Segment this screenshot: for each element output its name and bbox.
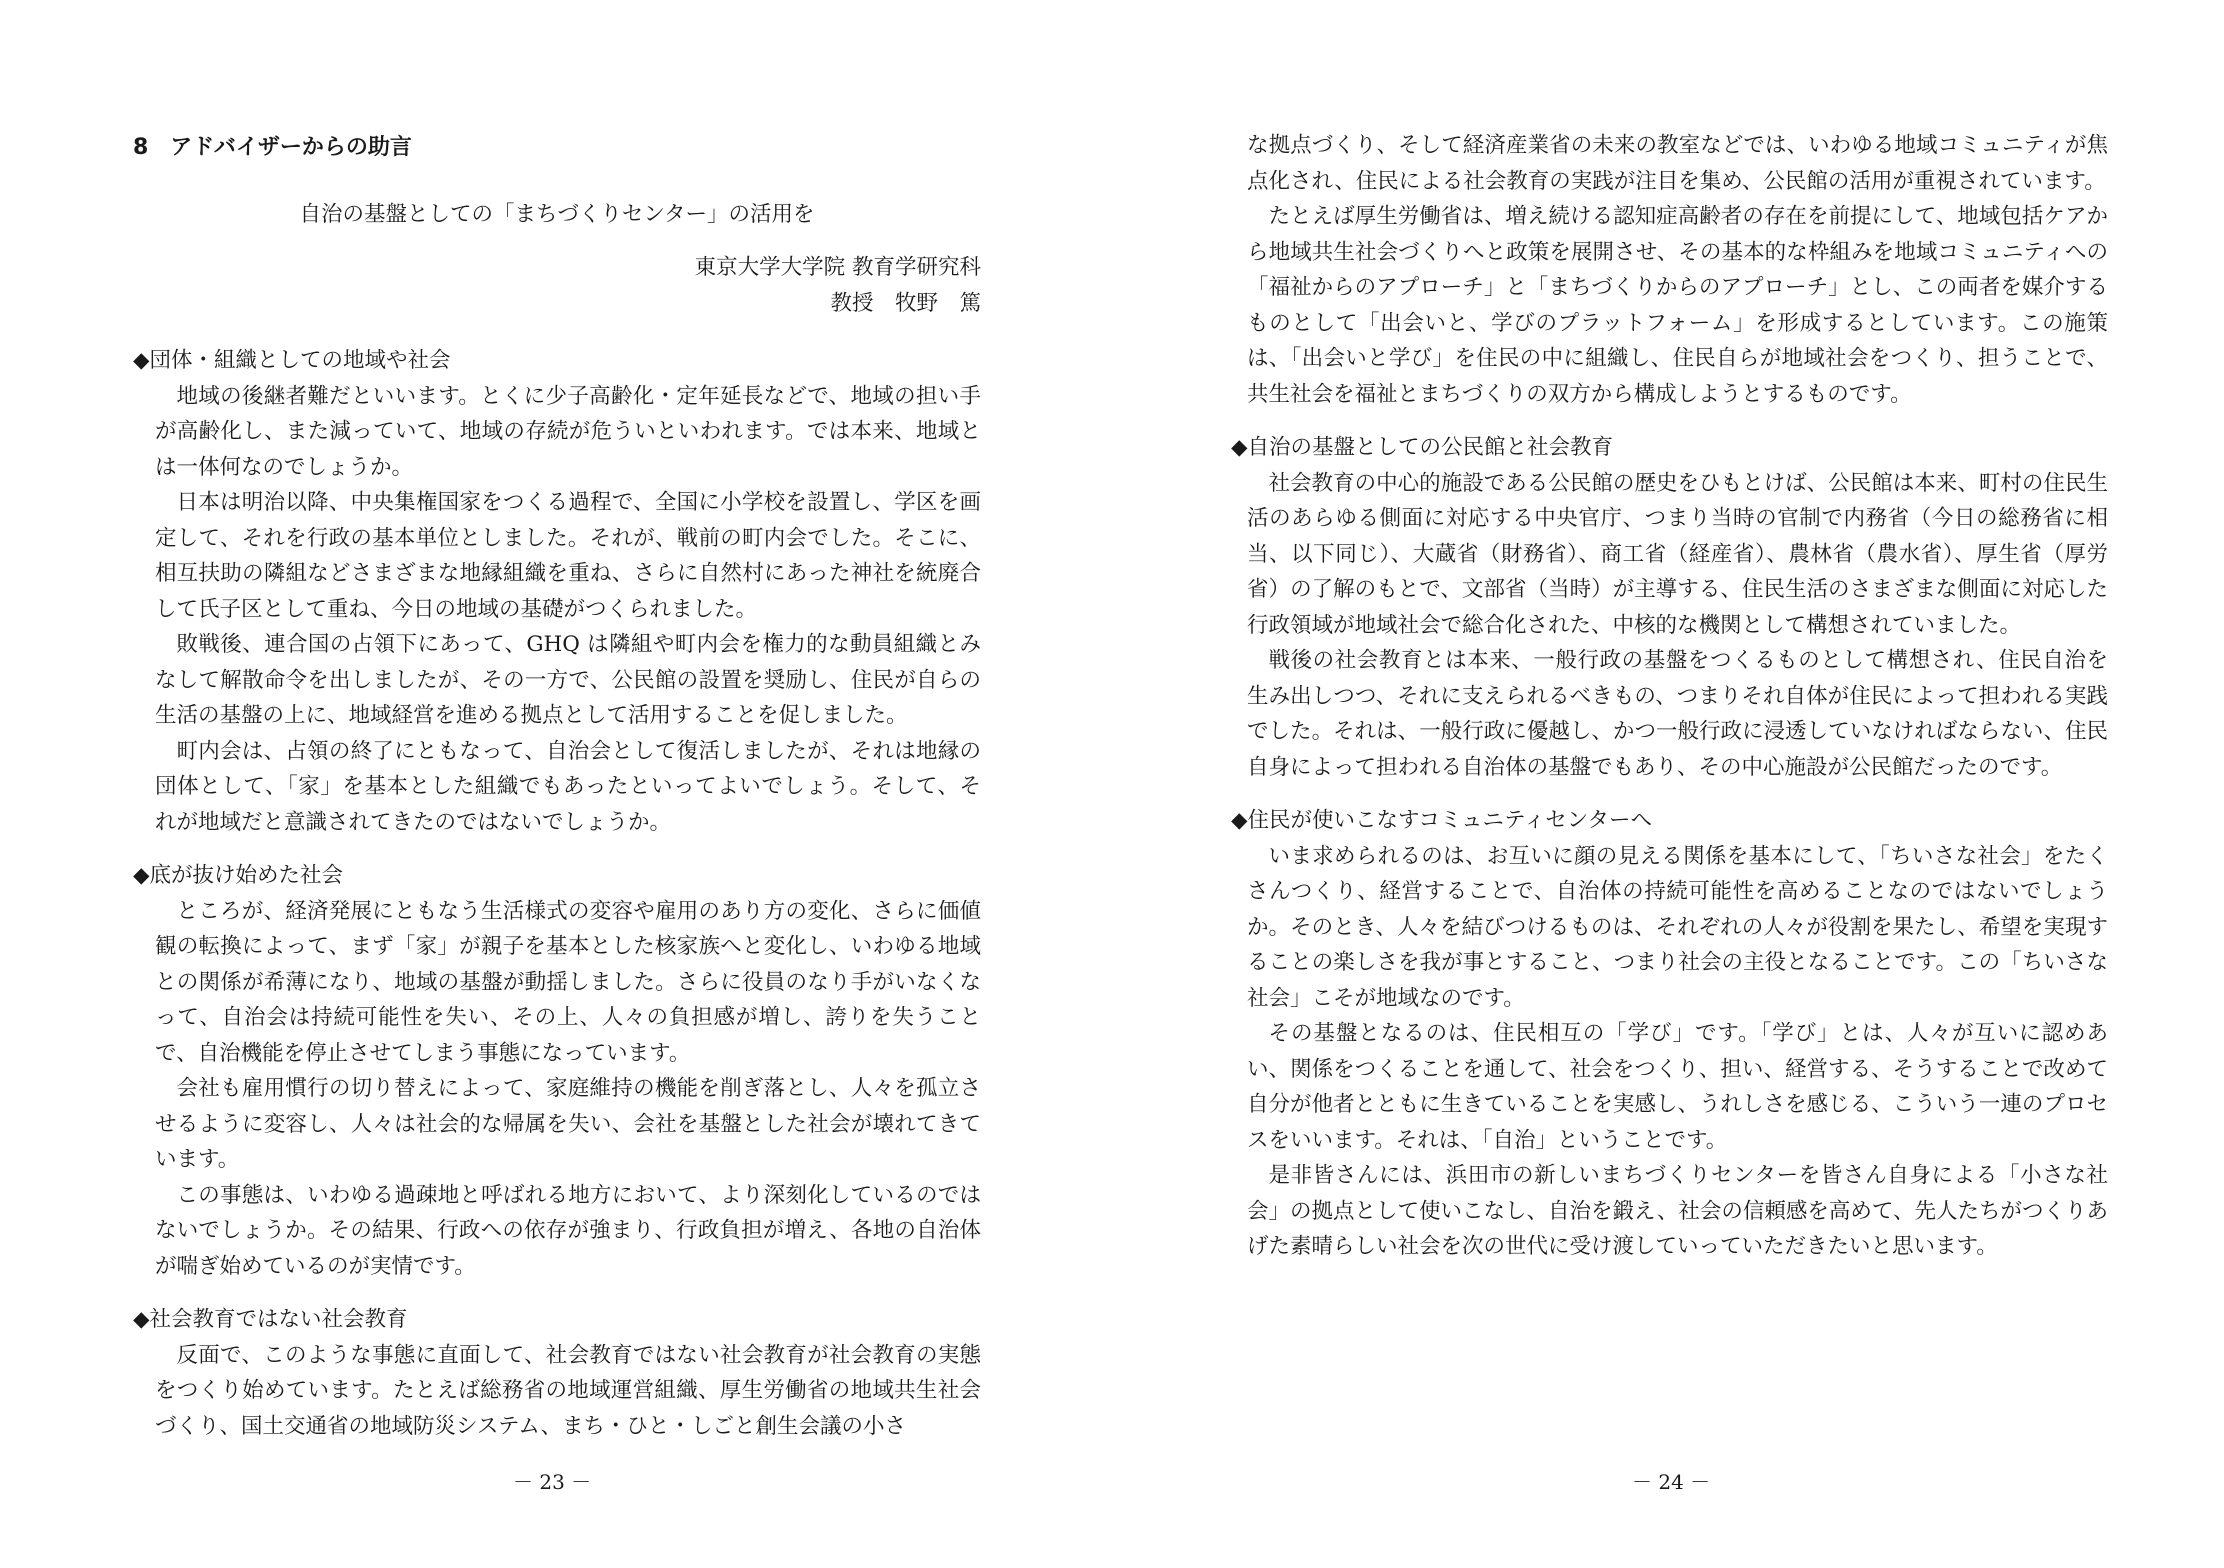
paragraph: この事態は、いわゆる過疎地と呼ばれる地方において、より深刻化しているのではないでしょうか。その結果、行政への依存が強まり、行政負担が増え、各地の自治体が喘ぎ始めているのが実情です。 <box>155 1182 981 1279</box>
continued-paragraph: な拠点づくり、そして経済産業省の未来の教室などでは、いわゆる地域コミュニティが焦点化され、住民による社会教育の実践が注目を集め、公民館の活用が重視されています。 <box>1247 133 2108 194</box>
paragraph: 是非皆さんには、浜田市の新しいまちづくりセンターを皆さん自身による「小さな社会」の拠点として使いこなし、自治を鍛え、社会の信頼感を高めて、先人たちがつくりあげた素晴らしい社会を次の世代に受け渡していっていただきたいと思います。 <box>1247 1163 2108 1259</box>
paragraph: 会社も雇用慣行の切り替えによって、家庭維持の機能を削ぎ落とし、人々を孤立させるように変容し、人々は社会的な帰属を失い、会社を基盤とした社会が壊れてきています。 <box>155 1076 981 1172</box>
paragraph: 社会教育の中心的施設である公民館の歴史をひもとけば、公民館は本来、町村の住民生活のあらゆる側面に対応する中央官庁、つまり当時の官制で内務省（今日の総務省に相当、以下同じ）、大蔵省（財務省）、商工省（経産省）、農林省（農水省）、厚生省（厚労省）の了解のもとで、文部省（当時）が主導する、住民生活のさまざまな側面に対応した行政領域が地域社会で総合化された、中核的な機関として構想されていました。 <box>1247 470 2108 638</box>
essay-title: 自治の基盤としての「まちづくりセンター」の活用を <box>299 202 815 227</box>
author-name: 教授 牧野 篤 <box>830 290 981 316</box>
paragraph: 反面で、このような事態に直面して、社会教育ではない社会教育が社会教育の実態をつくり始めています。たとえば総務省の地域運営組織、厚生労働省の地域共生社会づくり、国土交通省の地域防災システム、まち・ひと・しごと創生会議の小さ <box>155 1342 981 1439</box>
section-heading: ◆団体・組織としての地域や社会 <box>133 348 451 373</box>
paragraph: 戦後の社会教育とは本来、一般行政の基盤をつくるものとして構想され、住民自治を生み出しつつ、それに支えられるべきもの、つまりそれ自体が住民によって担われる実践でした。それは、一般行政に優越し、かつ一般行政に浸透していなければならない、住民自身によって担われる自治体の基盤でもあり、その中心施設が公民館だったのです。 <box>1247 648 2108 780</box>
paragraph: たとえば厚生労働省は、増え続ける認知症高齢者の存在を前提にして、地域包括ケアから地域共生社会づくりへと政策を展開させ、その基本的な枠組みを地域コミュニティへの「福祉からのアプローチ」と「まちづくりからのアプローチ」とし、この両者を媒介するものとして「出会いと、学びのプラットフォーム」を形成するとしています。この施策は、「出会いと学び」を住民の中に組織し、住民自らが地域社会をつくり、担うことで、共生社会を福祉とまちづくりの双方から構成しようとするものです。 <box>1247 204 2108 407</box>
paragraph: 敗戦後、連合国の占領下にあって、GHQ は隣組や町内会を権力的な動員組織とみなして解散命令を出しましたが、その一方で、公民館の設置を奨励し、住民が自らの生活の基盤の上に、地域経営を進める拠点として活用することを促しました。 <box>155 632 981 728</box>
section-heading: ◆底が抜け始めた社会 <box>133 863 344 888</box>
section-heading: ◆住民が使いこなすコミュニティセンターへ <box>1231 808 1652 833</box>
paragraph: いま求められるのは、お互いに顔の見える関係を基本にして、「ちいさな社会」をたくさんつくり、経営することで、自治体の持続可能性を高めることなのではないでしょうか。そのとき、人々を結びつけるものは、それぞれの人々が役割を果たし、希望を実現することの楽しさを我が事とすること、つまり社会の主役となることです。この「ちいさな社会」こそが地域なのです。 <box>1247 843 2108 1011</box>
page-left: 8 アドバイザーからの助言 自治の基盤としての「まちづくりセンター」の活用を 東京大学大学院 教育学研究科 教授 牧野 篤 ◆団体・組織としての地域や社会 地域の後継者難だといいます。とくに少子高齢化・定年延長などで、地域の担い手が高齢化し、また減っていて、地域の存続が危ういといわれます。では本来、地域とは一体何なのでしょうか。 日本は明治以降、中央集権国家をつくる過程で、全国に小学校を設置し、学区を画定して、それを行政の基本単位としました。それが、戦前の町内会でした。そこに、相互扶助の隣組などさまざまな地縁組織を重ね、さらに自然村にあった神社を統廃合して氏子区として重ね、今日の地域の基礎がつくられました。 敗戦後、連合国の占領下にあって、GHQ は隣組や町内会を権力的な動員組織とみなして解散命令を出しましたが、その一方で、公民館の設置を奨励し、住民が自らの生活の基盤の上に、地域経営を進める拠点として活用することを促しました。 町内会は、占領の終了にともなって、自治会として復活しましたが、それは地縁の団体として、「家」を基本とした組織でもあったといってよいでしょう。そして、それが地域だと意識されてきたのではないでしょうか。 ◆底が抜け始めた社会 ところが、経済発展にともなう生活様式の変容や雇用のあり方の変化、さらに価値観の転換によって、まず「家」が親子を基本とした核家族へと変化し、いわゆる地域との関係が希薄になり、地域の基盤が動揺しました。さらに役員のなり手がいなくなって、自治会は持続可能性を失い、その上、人々の負担感が増し、誇りを失うことで、自治機能を停止させてしまう事態になっています。 会社も雇用慣行の切り替えによって、家庭維持の機能を削ぎ落とし、人々を孤立させるように変容し、人々は社会的な帰属を失い、会社を基盤とした社会が壊れてきています。 この事態は、いわゆる過疎地と呼ばれる地方において、より深刻化しているのではないでしょうか。その結果、行政への依存が強まり、行政負担が増え、各地の自治体が喘ぎ始めているのが実情です。 ◆社会教育ではない社会教育 反面で、このような事態に直面して、社会教育ではない社会教育が社会教育の実態をつくり始めています。たとえば総務省の地域運営組織、厚生労働省の地域共生社会づくり、国土交通省の地域防災システム、まち・ひと・しごと創生会議の小さ － 23 － <box>0 0 1112 1568</box>
page-right: な拠点づくり、そして経済産業省の未来の教室などでは、いわゆる地域コミュニティが焦点化され、住民による社会教育の実践が注目を集め、公民館の活用が重視されています。 たとえば厚生労働省は、増え続ける認知症高齢者の存在を前提にして、地域包括ケアから地域共生社会づくりへと政策を展開させ、その基本的な枠組みを地域コミュニティへの「福祉からのアプローチ」と「まちづくりからのアプローチ」とし、この両者を媒介するものとして「出会いと、学びのプラットフォーム」を形成するとしています。この施策は、「出会いと学び」を住民の中に組織し、住民自らが地域社会をつくり、担うことで、共生社会を福祉とまちづくりの双方から構成しようとするものです。 ◆自治の基盤としての公民館と社会教育 社会教育の中心的施設である公民館の歴史をひもとけば、公民館は本来、町村の住民生活のあらゆる側面に対応する中央官庁、つまり当時の官制で内務省（今日の総務省に相当、以下同じ）、大蔵省（財務省）、商工省（経産省）、農林省（農水省）、厚生省（厚労省）の了解のもとで、文部省（当時）が主導する、住民生活のさまざまな側面に対応した行政領域が地域社会で総合化された、中核的な機関として構想されていました。 戦後の社会教育とは本来、一般行政の基盤をつくるものとして構想され、住民自治を生み出しつつ、それに支えられるべきもの、つまりそれ自体が住民によって担われる実践でした。それは、一般行政に優越し、かつ一般行政に浸透していなければならない、住民自身によって担われる自治体の基盤でもあり、その中心施設が公民館だったのです。 ◆住民が使いこなすコミュニティセンターへ いま求められるのは、お互いに顔の見える関係を基本にして、「ちいさな社会」をたくさんつくり、経営することで、自治体の持続可能性を高めることなのではないでしょうか。そのとき、人々を結びつけるものは、それぞれの人々が役割を果たし、希望を実現することの楽しさを我が事とすること、つまり社会の主役となることです。この「ちいさな社会」こそが地域なのです。 その基盤となるのは、住民相互の「学び」です。「学び」とは、人々が互いに認めあい、関係をつくることを通して、社会をつくり、担い、経営する、そうすることで改めて自分が他者とともに生きていることを実感し、うれしさを感じる、こういう一連のプロセスをいいます。それは、「自治」ということです。 是非皆さんには、浜田市の新しいまちづくりセンターを皆さん自身による「小さな社会」の拠点として使いこなし、自治を鍛え、社会の信頼感を高めて、先人たちがつくりあげた素晴らしい社会を次の世代に受け渡していっていただきたいと思います。 － 24 － <box>1112 0 2224 1568</box>
section-heading: ◆自治の基盤としての公民館と社会教育 <box>1231 435 1614 460</box>
right-column <box>1231 128 2108 1265</box>
section-title: 8 アドバイザーからの助言 <box>133 135 412 160</box>
paragraph: その基盤となるのは、住民相互の「学び」です。「学び」とは、人々が互いに認めあい、関係をつくることを通して、社会をつくり、担い、経営する、そうすることで改めて自分が他者とともに生きていることを実感し、うれしさを感じる、こういう一連のプロセスをいいます。それは、「自治」ということです。 <box>1247 1021 2108 1153</box>
section-heading: ◆社会教育ではない社会教育 <box>133 1307 408 1332</box>
paragraph: 町内会は、占領の終了にともなって、自治会として復活しましたが、それは地縁の団体として、「家」を基本とした組織でもあったといってよいでしょう。そして、それが地域だと意識されてきたのではないでしょうか。 <box>155 738 981 835</box>
paragraph: ところが、経済発展にともなう生活様式の変容や雇用のあり方の変化、さらに価値観の転換によって、まず「家」が親子を基本とした核家族へと変化し、いわゆる地域との関係が希薄になり、地域の基盤が動揺しました。さらに役員のなり手がいなくなって、自治会は持続可能性を失い、その上、人々の負担感が増し、誇りを失うことで、自治機能を停止させてしまう事態になっています。 <box>155 898 981 1066</box>
paragraph: 地域の後継者難だといいます。とくに少子高齢化・定年延長などで、地域の担い手が高齢化し、また減っていて、地域の存続が危ういといわれます。では本来、地域とは一体何なのでしょうか。 <box>155 383 981 480</box>
author-block <box>133 250 981 321</box>
paragraph: 日本は明治以降、中央集権国家をつくる過程で、全国に小学校を設置し、学区を画定して、それを行政の基本単位としました。それが、戦前の町内会でした。そこに、相互扶助の隣組などさまざまな地縁組織を重ね、さらに自然村にあった神社を統廃合して氏子区として重ね、今日の地域の基礎がつくられました。 <box>155 490 981 622</box>
author-affiliation: 東京大学大学院 教育学研究科 <box>694 255 981 280</box>
left-column <box>133 130 981 1444</box>
